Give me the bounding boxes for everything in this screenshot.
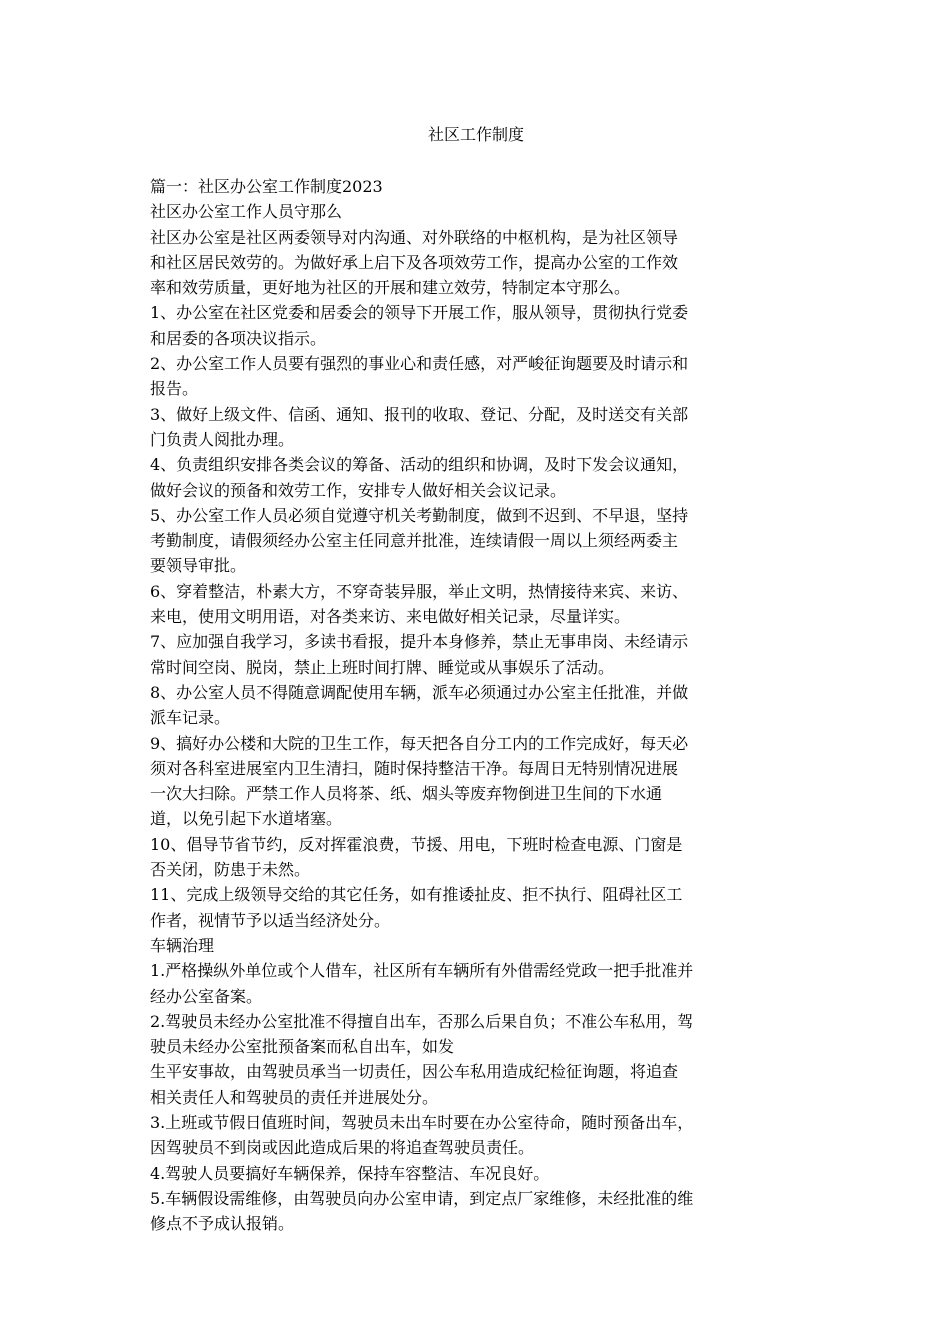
text-line: 7、应加强自我学习，多读书看报，提升本身修养，禁止无事串岗、未经请示: [150, 632, 689, 652]
text-line: 作者，视情节予以适当经济处分。: [150, 910, 391, 930]
text-line: 和居委的各项决议指示。: [150, 328, 327, 348]
text-line: 1、办公室在社区党委和居委会的领导下开展工作，服从领导，贯彻执行党委: [150, 303, 689, 323]
text-line: 11、完成上级领导交给的其它任务，如有推诿扯皮、拒不执行、阻碍社区工: [150, 885, 683, 905]
document-body: [150, 174, 802, 1236]
text-line: 来电，使用文明用语，对各类来访、来电做好相关记录，尽量详实。: [150, 607, 631, 627]
text-line: 车辆治理: [150, 935, 215, 955]
text-line: 9、搞好办公楼和大院的卫生工作，每天把各自分工内的工作完成好，每天必: [150, 733, 689, 753]
text-line: 否关闭，防患于未然。: [150, 860, 311, 880]
document-title: 社区工作制度: [427, 125, 524, 144]
text-line: 率和效劳质量，更好地为社区的开展和建立效劳，特制定本守那么。: [150, 278, 631, 298]
text-line: 考勤制度，请假须经办公室主任同意并批准，连续请假一周以上须经两委主: [150, 531, 679, 551]
text-line: 8、办公室人员不得随意调配使用车辆，派车必须通过办公室主任批准，并做: [150, 682, 689, 702]
text-line: 2.驾驶员未经办公室批准不得擅自出车，否那么后果自负；不准公车私用，驾: [150, 1011, 694, 1031]
document-page: [150, 0, 802, 1236]
text-line: 经办公室备案。: [150, 986, 263, 1006]
title-spacer: [150, 148, 802, 174]
text-line: 4、负责组织安排各类会议的筹备、活动的组织和协调，及时下发会议通知，: [150, 455, 689, 475]
text-line: 报告。: [150, 379, 199, 399]
text-line: 1.严格操纵外单位或个人借车，社区所有车辆所有外借需经党政一把手批准并: [150, 961, 694, 981]
text-line: 做好会议的预备和效劳工作，安排专人做好相关会议记录。: [150, 480, 567, 500]
text-line: 驶员未经办公室批预备案而私自出车，如发: [150, 1037, 455, 1057]
text-line: 2、办公室工作人员要有强烈的事业心和责任感，对严峻征询题要及时请示和: [150, 354, 689, 374]
text-line: 5.车辆假设需维修，由驾驶员向办公室申请，到定点厂家维修，未经批准的维: [150, 1188, 694, 1208]
text-line: 要领导审批。: [150, 556, 247, 576]
text-line: 相关责任人和驾驶员的责任并进展处分。: [150, 1087, 439, 1107]
text-line: 门负责人阅批办理。: [150, 429, 295, 449]
text-line: 派车记录。: [150, 708, 231, 728]
text-line: 5、办公室工作人员必须自觉遵守机关考勤制度，做到不迟到、不早退，坚持: [150, 505, 689, 525]
text-line: 3.上班或节假日值班时间，驾驶员未出车时要在办公室待命，随时预备出车，: [150, 1112, 694, 1132]
text-line: 社区办公室是社区两委领导对内沟通、对外联络的中枢机构，是为社区领导: [150, 227, 679, 247]
text-line: 篇一：社区办公室工作制度2023: [150, 177, 383, 196]
text-line: 3、做好上级文件、信函、通知、报刊的收取、登记、分配，及时送交有关部: [150, 404, 689, 424]
text-line: 道，以免引起下水道堵塞。: [150, 809, 343, 829]
text-line: 因驾驶员不到岗或因此造成后果的将追查驾驶员责任。: [150, 1138, 535, 1158]
text-line: 6、穿着整洁，朴素大方，不穿奇装异服，举止文明，热情接待来宾、来访、: [150, 581, 689, 601]
text-line: 4.驾驶人员要搞好车辆保养，保持车容整洁、车况良好。: [150, 1163, 550, 1183]
text-line: 社区办公室工作人员守那么: [150, 202, 343, 222]
text-line: 一次大扫除。严禁工作人员将茶、纸、烟头等废弃物倒进卫生间的下水通: [150, 784, 663, 804]
text-line: 生平安事故，由驾驶员承当一切责任，因公车私用造成纪检征询题，将追查: [150, 1062, 679, 1082]
text-line: 须对各科室进展室内卫生清扫，随时保持整洁干净。每周日无特别情况进展: [150, 758, 679, 778]
text-line: 修点不予成认报销。: [150, 1214, 295, 1234]
text-line: 10、倡导节省节约，反对挥霍浪费，节援、用电，下班时检查电源、门窗是: [150, 834, 683, 854]
text-line: 常时间空岗、脱岗，禁止上班时间打牌、睡觉或从事娱乐了活动。: [150, 657, 615, 677]
text-line: 和社区居民效劳的。为做好承上启下及各项效劳工作，提高办公室的工作效: [150, 252, 679, 272]
